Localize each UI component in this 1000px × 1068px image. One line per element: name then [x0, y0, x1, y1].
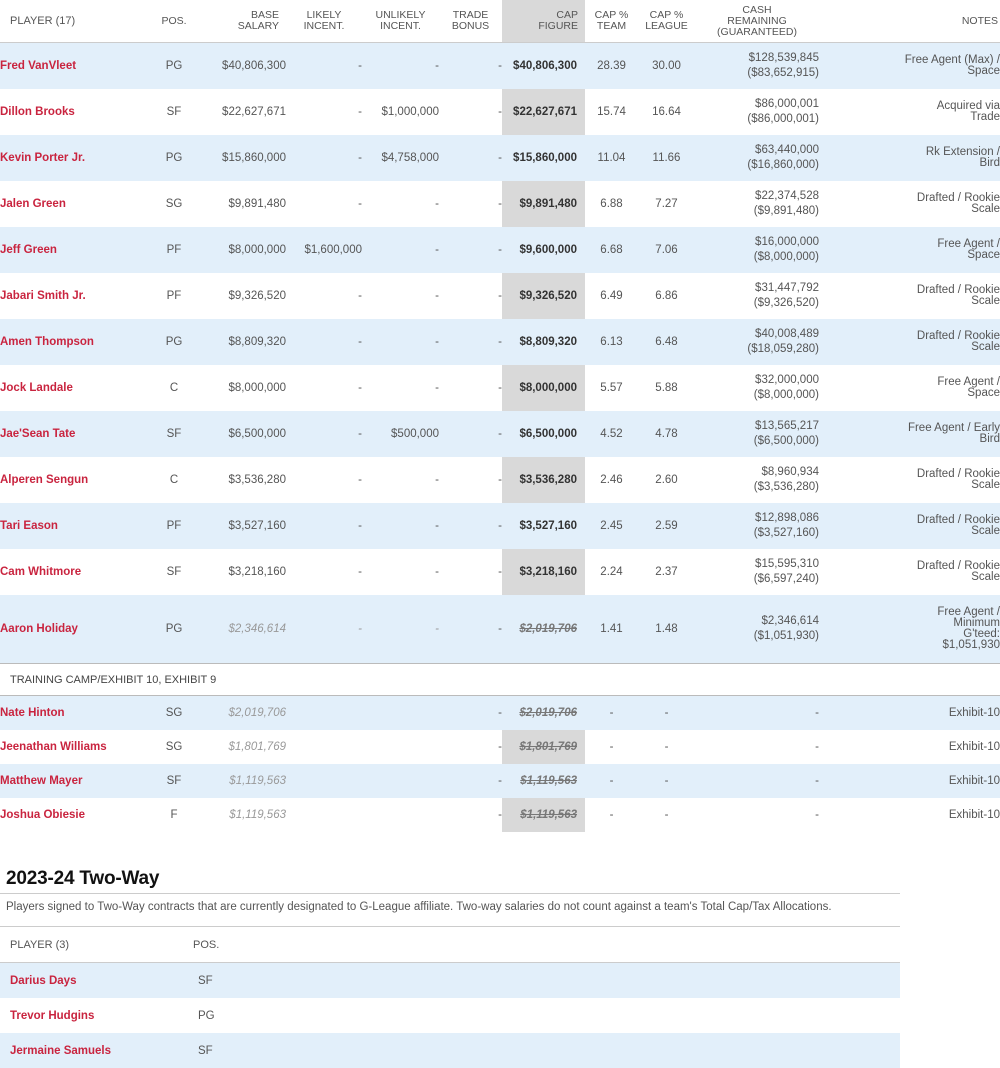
cap-pct-team: 2.46 — [600, 474, 623, 486]
unlikely-incentives — [362, 696, 439, 731]
cap-pct-league: 1.48 — [638, 595, 695, 664]
cash-remaining: $86,000,001 ($86,000,001) — [747, 98, 819, 125]
likely-incentives — [286, 730, 362, 764]
notes: Free Agent (Max) / Space — [819, 43, 1000, 90]
base-salary: $8,000,000 — [228, 382, 286, 394]
notes: Drafted / Rookie Scale — [916, 560, 1000, 583]
cap-pct-team: 2.45 — [585, 503, 638, 549]
cap-pct-league: - — [664, 741, 669, 753]
trade-bonus: - — [498, 198, 502, 210]
position: PF — [150, 503, 198, 549]
table-row — [0, 273, 1000, 319]
position: SF — [150, 411, 198, 457]
table-row — [0, 798, 1000, 832]
likely-incentives — [286, 764, 362, 798]
cap-pct-league: 5.88 — [655, 382, 678, 394]
table-row — [0, 1033, 900, 1068]
base-salary: $6,500,000 — [198, 411, 286, 457]
position: PG — [198, 1009, 215, 1022]
likely-incentives: - — [286, 503, 362, 549]
header-pos[interactable]: POS. — [150, 0, 198, 43]
cash-remaining: $128,539,845 ($83,652,915) — [695, 43, 819, 90]
cap-pct-team: 1.41 — [585, 595, 638, 664]
two-way-header — [0, 927, 900, 963]
cap-figure: $9,891,480 — [502, 181, 585, 227]
player-link[interactable]: Darius Days — [0, 963, 192, 999]
position: F — [170, 809, 178, 821]
trade-bonus: - — [439, 227, 502, 273]
trade-bonus: - — [498, 474, 502, 486]
notes: Rk Extension / Bird — [819, 135, 1000, 181]
table-row — [0, 319, 1000, 365]
header-cap-figure[interactable]: CAP FIGURE — [502, 0, 585, 43]
cash-remaining: $40,008,489 ($18,059,280) — [695, 319, 819, 365]
cash-remaining: $16,000,000 ($8,000,000) — [695, 227, 819, 273]
base-salary: $1,119,563 — [198, 764, 286, 798]
player-link[interactable]: Jermaine Samuels — [0, 1033, 192, 1068]
two-way-title: 2023-24 Two-Way — [6, 868, 160, 889]
header-likely-incentives[interactable]: LIKELY INCENT. — [286, 0, 362, 43]
notes: Drafted / Rookie Scale — [916, 284, 1000, 307]
position: PG — [150, 595, 198, 664]
cap-pct-team: 6.68 — [585, 227, 638, 273]
player-link[interactable]: Joshua Obiesie — [0, 809, 86, 821]
cap-pct-team: 5.57 — [600, 382, 623, 394]
player-link[interactable]: Alperen Sengun — [0, 474, 89, 486]
trade-bonus: - — [439, 135, 502, 181]
notes: Free Agent / Early Bird — [819, 411, 1000, 457]
player-link[interactable]: Trevor Hudgins — [10, 1009, 95, 1022]
cap-pct-team: 2.24 — [600, 566, 623, 578]
cap-pct-league: - — [638, 696, 695, 731]
table-header — [0, 0, 1000, 43]
position: C — [169, 382, 179, 394]
likely-incentives: $1,600,000 — [286, 227, 362, 273]
cap-figure: $3,218,160 — [502, 549, 585, 595]
trade-bonus: - — [498, 741, 502, 753]
header-player[interactable]: PLAYER (17) — [0, 0, 150, 43]
cap-pct-league: 16.64 — [652, 106, 681, 118]
position: SF — [150, 764, 198, 798]
cap-figure: $9,326,520 — [502, 273, 585, 319]
player-link[interactable]: Cam Whitmore — [0, 566, 82, 578]
cash-remaining: $13,565,217 ($6,500,000) — [695, 411, 819, 457]
likely-incentives: - — [358, 106, 362, 118]
cap-pct-league: 6.86 — [655, 290, 678, 302]
cash-remaining: $2,346,614 ($1,051,930) — [695, 595, 819, 664]
player-link[interactable]: Jae'Sean Tate — [0, 411, 150, 457]
cash-remaining: - — [815, 740, 819, 753]
divider — [0, 893, 900, 894]
cap-pct-league: 2.60 — [655, 474, 678, 486]
notes: Drafted / Rookie Scale — [916, 468, 1000, 491]
unlikely-incentives: $1,000,000 — [381, 106, 439, 118]
header-unlikely-incentives[interactable]: UNLIKELY INCENT. — [362, 0, 439, 43]
table-row — [0, 595, 1000, 664]
cap-pct-league: 6.48 — [638, 319, 695, 365]
position: SF — [192, 963, 900, 999]
table-row — [0, 503, 1000, 549]
cap-figure: $3,536,280 — [502, 457, 585, 503]
likely-incentives: - — [286, 319, 362, 365]
cap-pct-league: - — [664, 809, 669, 821]
cap-pct-team: 6.49 — [600, 290, 623, 302]
unlikely-incentives — [362, 764, 439, 798]
base-salary: $22,627,671 — [222, 106, 286, 118]
table-row — [0, 89, 1000, 135]
position: PG — [150, 319, 198, 365]
notes: Exhibit-10 — [819, 696, 1000, 731]
trade-bonus: - — [439, 764, 502, 798]
base-salary: $3,527,160 — [198, 503, 286, 549]
header-cap-league[interactable]: CAP % LEAGUE — [638, 0, 695, 43]
table-row — [0, 764, 1000, 798]
likely-incentives — [286, 696, 362, 731]
header-pos[interactable]: POS. — [192, 927, 900, 963]
table-row — [0, 963, 900, 999]
cap-figure: $1,119,563 — [502, 764, 585, 798]
cap-figure: $2,019,706 — [502, 595, 585, 664]
position: SF — [166, 106, 182, 118]
cash-remaining: $63,440,000 ($16,860,000) — [695, 135, 819, 181]
cap-pct-team: - — [585, 696, 638, 731]
trade-bonus: - — [439, 503, 502, 549]
position: SF — [192, 1033, 900, 1068]
likely-incentives: - — [358, 566, 362, 578]
base-salary: $8,809,320 — [198, 319, 286, 365]
cap-figure: $1,119,563 — [502, 798, 585, 832]
cap-pct-league: 2.59 — [638, 503, 695, 549]
player-link[interactable]: Jeenathan Williams — [0, 741, 107, 753]
cash-remaining: - — [695, 696, 819, 731]
notes: Exhibit-10 — [819, 764, 1000, 798]
likely-incentives: - — [286, 43, 362, 90]
table-row — [0, 730, 1000, 764]
header-cap-team[interactable]: CAP % TEAM — [585, 0, 638, 43]
position: PG — [150, 43, 198, 90]
table-row — [0, 181, 1000, 227]
notes: Free Agent / Minimum G'teed: $1,051,930 — [819, 595, 1000, 664]
unlikely-incentives: $500,000 — [362, 411, 439, 457]
trade-bonus: - — [498, 106, 502, 118]
position: SG — [165, 198, 183, 210]
table-row — [0, 365, 1000, 411]
likely-incentives: - — [286, 595, 362, 664]
section-label: TRAINING CAMP/EXHIBIT 10, EXHIBIT 9 — [0, 664, 1000, 696]
cap-figure: $40,806,300 — [502, 43, 585, 90]
position: PF — [166, 290, 182, 302]
unlikely-incentives: - — [435, 382, 439, 394]
player-link[interactable]: Kevin Porter Jr. — [0, 135, 150, 181]
cash-remaining: $12,898,086 ($3,527,160) — [695, 503, 819, 549]
player-link[interactable]: Matthew Mayer — [0, 764, 150, 798]
unlikely-incentives: - — [362, 595, 439, 664]
notes: Exhibit-10 — [948, 740, 1000, 753]
base-salary: $2,346,614 — [198, 595, 286, 664]
likely-incentives: - — [358, 290, 362, 302]
player-link[interactable]: Jock Landale — [0, 382, 73, 394]
player-link[interactable]: Tari Eason — [0, 503, 150, 549]
likely-incentives — [286, 798, 362, 832]
likely-incentives: - — [358, 382, 362, 394]
notes: Free Agent / Space — [819, 227, 1000, 273]
cap-pct-league: 7.06 — [638, 227, 695, 273]
header-notes[interactable]: NOTES — [819, 0, 1000, 43]
two-way-description: Players signed to Two-Way contracts that are currently designated to G-League affiliate. Two-way salaries do not count against a team's Total Cap/Tax Allocations. — [6, 901, 832, 913]
notes: Drafted / Rookie Scale — [819, 319, 1000, 365]
table-row — [0, 696, 1000, 731]
cap-pct-team: 15.74 — [597, 106, 626, 118]
unlikely-incentives: - — [435, 290, 439, 302]
trade-bonus: - — [439, 696, 502, 731]
two-way-table — [0, 926, 900, 1068]
base-salary: $3,536,280 — [228, 474, 286, 486]
unlikely-incentives — [362, 730, 439, 764]
unlikely-incentives: - — [435, 474, 439, 486]
unlikely-incentives: - — [362, 319, 439, 365]
player-link[interactable]: Amen Thompson — [0, 319, 150, 365]
cash-remaining: $31,447,792 ($9,326,520) — [753, 282, 819, 309]
position: PF — [150, 227, 198, 273]
base-salary: $40,806,300 — [198, 43, 286, 90]
position: PG — [150, 135, 198, 181]
unlikely-incentives: - — [362, 227, 439, 273]
header-base-salary[interactable]: BASE SALARY — [198, 0, 286, 43]
cash-remaining: - — [815, 808, 819, 821]
cap-figure: $6,500,000 — [502, 411, 585, 457]
cap-figure: $15,860,000 — [502, 135, 585, 181]
cap-pct-league: 2.37 — [655, 566, 678, 578]
cap-figure: $8,809,320 — [502, 319, 585, 365]
cap-pct-team: 11.04 — [585, 135, 638, 181]
position: SG — [150, 696, 198, 731]
trade-bonus: - — [439, 319, 502, 365]
player-link[interactable]: Aaron Holiday — [0, 595, 150, 664]
player-link[interactable]: Jeff Green — [0, 227, 150, 273]
base-salary: $15,860,000 — [198, 135, 286, 181]
table-row — [0, 998, 900, 1033]
player-link[interactable]: Jabari Smith Jr. — [0, 290, 86, 302]
likely-incentives: - — [286, 135, 362, 181]
cap-pct-team: - — [609, 741, 614, 753]
header-player[interactable]: PLAYER (3) — [0, 927, 192, 963]
cash-remaining: $15,595,310 ($6,597,240) — [753, 558, 819, 585]
unlikely-incentives: - — [435, 566, 439, 578]
cap-figure: $2,019,706 — [502, 696, 585, 731]
unlikely-incentives: - — [362, 503, 439, 549]
cap-figure: $22,627,671 — [502, 89, 585, 135]
position: SG — [165, 741, 183, 753]
trade-bonus: - — [439, 595, 502, 664]
base-salary: $1,119,563 — [229, 809, 286, 821]
cap-pct-team: 28.39 — [585, 43, 638, 90]
unlikely-incentives: - — [362, 43, 439, 90]
player-link[interactable]: Dillon Brooks — [0, 106, 75, 118]
trade-bonus: - — [498, 382, 502, 394]
cash-remaining: $8,960,934 ($3,536,280) — [753, 466, 819, 493]
base-salary: $3,218,160 — [228, 566, 286, 578]
notes: Drafted / Rookie Scale — [819, 503, 1000, 549]
position: SF — [166, 566, 182, 578]
table-row — [0, 227, 1000, 273]
table-row — [0, 135, 1000, 181]
likely-incentives: - — [358, 474, 362, 486]
cap-figure: $8,000,000 — [502, 365, 585, 411]
header-cash-remaining[interactable]: CASH REMAINING (GUARANTEED) — [695, 0, 819, 43]
trade-bonus: - — [439, 43, 502, 90]
player-link[interactable]: Jalen Green — [0, 198, 66, 210]
notes: Free Agent / Space — [937, 376, 1000, 399]
cap-figure: $1,801,769 — [502, 730, 585, 764]
cap-figure: $3,527,160 — [502, 503, 585, 549]
unlikely-incentives: - — [435, 198, 439, 210]
player-link[interactable]: Fred VanVleet — [0, 43, 150, 90]
cap-pct-team: - — [609, 809, 614, 821]
cap-pct-league: 7.27 — [655, 198, 678, 210]
cap-pct-team: 4.52 — [585, 411, 638, 457]
likely-incentives: - — [286, 411, 362, 457]
cap-pct-league: 4.78 — [638, 411, 695, 457]
position: C — [169, 474, 179, 486]
section-header-training-camp — [0, 664, 1000, 696]
table-row — [0, 549, 1000, 595]
cash-remaining: - — [695, 764, 819, 798]
cap-pct-team: 6.88 — [600, 198, 623, 210]
cap-pct-league: - — [638, 764, 695, 798]
base-salary: $9,326,520 — [228, 290, 286, 302]
trade-bonus: - — [498, 566, 502, 578]
notes: Acquired via Trade — [936, 100, 1000, 123]
player-link[interactable]: Nate Hinton — [0, 696, 150, 731]
table-row — [0, 411, 1000, 457]
base-salary: $9,891,480 — [228, 198, 286, 210]
cap-pct-league: 11.66 — [638, 135, 695, 181]
notes: Exhibit-10 — [948, 808, 1000, 821]
trade-bonus: - — [439, 411, 502, 457]
trade-bonus: - — [498, 809, 502, 821]
notes: Drafted / Rookie Scale — [916, 192, 1000, 215]
table-row — [0, 457, 1000, 503]
base-salary: $2,019,706 — [198, 696, 286, 731]
cap-pct-team: - — [585, 764, 638, 798]
unlikely-incentives: $4,758,000 — [362, 135, 439, 181]
header-trade-bonus[interactable]: TRADE BONUS — [439, 0, 502, 43]
cash-remaining: $32,000,000 ($8,000,000) — [753, 374, 819, 401]
unlikely-incentives — [362, 798, 439, 832]
likely-incentives: - — [358, 198, 362, 210]
base-salary: $8,000,000 — [198, 227, 286, 273]
table-row — [0, 43, 1000, 90]
cap-pct-team: 6.13 — [585, 319, 638, 365]
cap-figure: $9,600,000 — [502, 227, 585, 273]
cash-remaining: $22,374,528 ($9,891,480) — [753, 190, 819, 217]
base-salary: $1,801,769 — [228, 741, 286, 753]
cap-pct-league: 30.00 — [638, 43, 695, 90]
trade-bonus: - — [498, 290, 502, 302]
